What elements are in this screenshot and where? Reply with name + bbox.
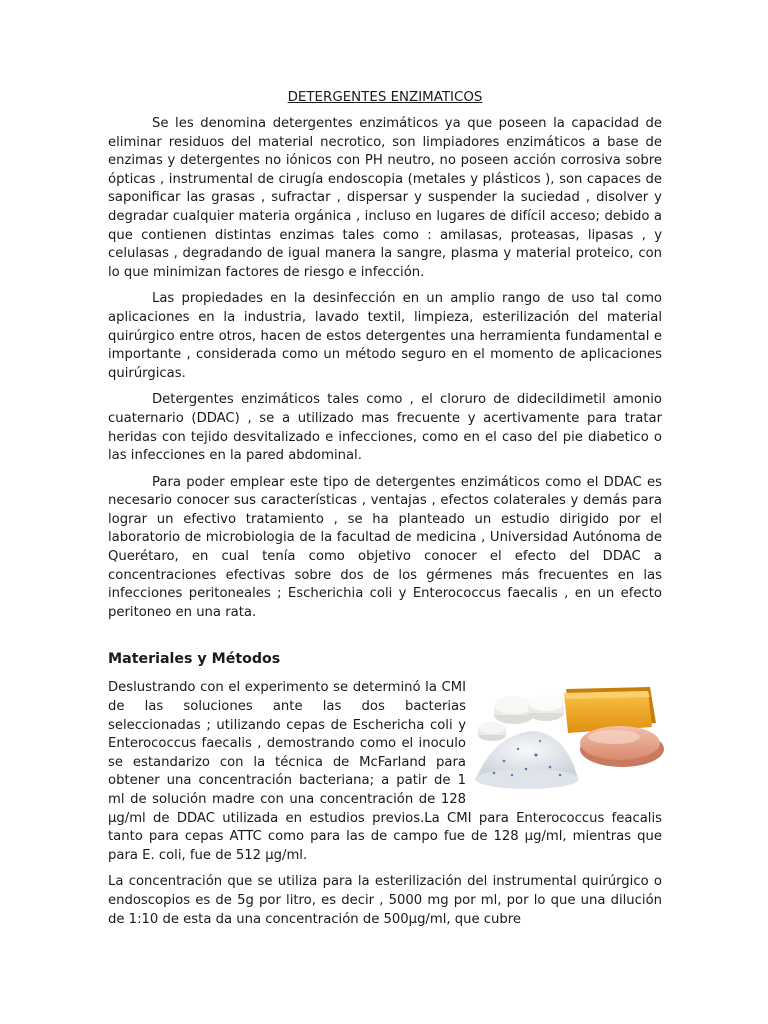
section-heading: Materiales y Métodos [108, 651, 281, 668]
document-page [108, 88, 662, 937]
paragraph-2: Las propiedades en la desinfección en un amplio rango de uso tal como aplicaciones en la industria, lavado textil, limpieza, esterilización del material quirúrgico entre otros, hacen de estos detergentes una herramienta fundamental e importante , considerada como un método seguro en el momento de aplicaciones quirúrgicas. [108, 291, 662, 381]
paragraph-3: Detergentes enzimáticos tales como , el cloruro de dideciIdimetil amonio cuaternario (DDAC) , se a utilizado mas frecuente y acertivamente para tratar heridas con tejido desvitalizado e infecciones, como en el caso del pie diabetico o las infecciones en la pared abdominal. [108, 392, 662, 464]
section-paragraph-2: La concentración que se utiliza para la esterilización del instrumental quirúrgico o endoscopios es de 5g por litro, es decir , 5000 mg por ml, por lo que una dilución de 1:10 de esta da una concentración de 500µg/ml, que cubre [108, 874, 662, 927]
document-title: DETERGENTES ENZIMATICOS [287, 90, 483, 105]
paragraph-1: Se les denomina detergentes enzimáticos ya que poseen la capacidad de eliminar residuos del material necrotico, son limpiadores enzimáticos a base de enzimas y detergentes no iónicos con PH neutro, no poseen acción corrosiva sobre ópticas , instrumental de cirugía endoscopia (metales y plásticos ), son capaces de saponificar las grasas , sufractar , dispersar y suspender la suciedad , disolver y degradar cualquier materia orgánica , incluso en lugares de difícil acceso; debido a que contienen distintas enzimas tales como : amilasas, proteasas, lipasas , y celulasas , degradando de igual manera la sangre, plasma y material proteico, con lo que minimizan factores de riesgo e infección. [108, 116, 662, 280]
yellow-soap-bar [564, 687, 656, 733]
soap-and-powder-illustration [474, 683, 670, 793]
pink-soap-bar [580, 726, 664, 767]
detergent-products-image [474, 683, 670, 793]
section-paragraph-1: Deslustrando con el experimento se determinó la CMI de las soluciones ante las dos bacterias seleccionadas ; utilizando cepas de Eschericha coli y Enterococcus faecalis , demostrando como el inoculo se estandarizo con la técnica de McFarland para obtener una concentración bacteriana; a patir de 1 ml de solución madre con una concentración de 128 µg/ml de DDAC utilizada en estudios previos.La CMI para Enterococcus feacalis tanto para cepas ATTC como para las de campo fue de 128 µg/ml, mientras que para E. coli, fue de 512 µg/ml. [108, 680, 662, 863]
paragraph-4: Para poder emplear este tipo de detergentes enzimáticos como el DDAC es necesario conocer sus características , ventajas , efectos colaterales y demás para lograr un efectivo tratamiento , se ha planteado un estudio dirigido por el laboratorio de microbiologia de la facultad de medicina , Universidad Autónoma de Querétaro, en cual tenía como objetivo conocer el efecto del DDAC a concentraciones efectivas sobre dos de los gérmenes más frecuentes en las infecciones peritoneales ; Escherichia coli y Enterococcus faecalis , en un efecto peritoneo en una rata. [108, 474, 662, 620]
